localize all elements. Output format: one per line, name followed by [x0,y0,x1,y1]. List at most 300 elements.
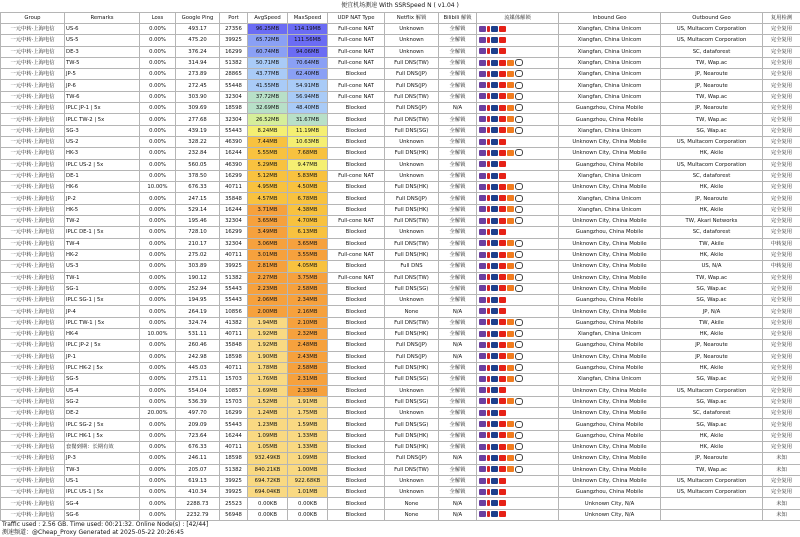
table-header-row [1,13,800,24]
cell-google-ping: 536.39 [176,396,220,407]
hbo-icon [479,71,486,77]
cell-bilibili: 全解锁 [439,487,477,498]
cell-maxspeed: 0.00KB [288,509,328,520]
crunchyroll-icon [507,466,514,472]
cell-maxspeed: 3.65MB [288,238,328,249]
cell-netflix: Full DNS(HK) [385,249,439,260]
streaming-unlock-cell [477,204,559,215]
chatgpt-icon [515,466,523,473]
cell-maxspeed: 56.94MB [288,91,328,102]
cell-group: 一元中转·上海电信 [1,46,65,57]
cell-maxspeed: 1.33MB [288,430,328,441]
chatgpt-icon [515,149,523,156]
cell-netflix: Unknown [385,475,439,486]
cell-avgspeed: 7.44MB [248,136,288,147]
cell-outbound-geo: JP, Nearoute [661,193,763,204]
cell-bilibili: 全解锁 [439,283,477,294]
cell-remarks: JP-2 [65,193,140,204]
cell-: 完全复用 [763,385,800,396]
netflix-icon [487,127,490,133]
cell-remarks: TW-2 [65,216,140,227]
cell-: 完全复用 [763,159,800,170]
cell-loss: 0.00% [140,125,176,136]
cell-remarks: SG-2 [65,396,140,407]
cell-port: 51382 [220,272,248,283]
cell-group: 一元中转·上海电信 [1,80,65,91]
cell-maxspeed: 922.68KB [288,475,328,486]
cell-inbound-geo: Xiangfan, China Unicom [559,91,661,102]
cell-avgspeed: 1.92MB [248,340,288,351]
disney-plus-icon [491,421,498,427]
column-header: Inbound Geo [559,13,661,24]
cell-maxspeed: 2.48MB [288,340,328,351]
cell-inbound-geo: Unknown City, China Mobile [559,408,661,419]
disney-plus-icon [491,319,498,325]
cell-google-ping: 264.19 [176,306,220,317]
disney-plus-icon [491,127,498,133]
cell-outbound-geo: JP, Nearoute [661,340,763,351]
cell-bilibili: N/A [439,509,477,520]
crunchyroll-icon [507,105,514,111]
cell-avgspeed: 50.71MB [248,57,288,68]
cell-group: 一元中转·上海电信 [1,238,65,249]
youtube-icon [499,93,506,99]
youtube-icon [499,489,506,495]
crunchyroll-icon [507,93,514,99]
table-row [1,283,800,294]
disney-plus-icon [491,511,498,517]
youtube-icon [499,82,506,88]
table-row [1,340,800,351]
chatgpt-icon [515,398,523,405]
cell-udp-nat-type: Blocked [328,125,385,136]
cell-remarks: US-5 [65,35,140,46]
cell-avgspeed: 37.72MB [248,91,288,102]
cell-udp-nat-type: Full-cone NAT [328,46,385,57]
cell-google-ping: 190.12 [176,272,220,283]
cell-: 完全复用 [763,80,800,91]
cell-outbound-geo: TW, Akari Networks [661,216,763,227]
youtube-icon [499,432,506,438]
cell-port: 40711 [220,362,248,373]
cell-port: 46390 [220,159,248,170]
cell-google-ping: 2288.73 [176,498,220,509]
cell-maxspeed: 4.50MB [288,182,328,193]
cell-maxspeed: 0.00KB [288,498,328,509]
cell-: 完全复用 [763,306,800,317]
hbo-icon [479,116,486,122]
cell-: 未知 [763,509,800,520]
cell-remarks: 套餐到期：长期有效 [65,441,140,452]
cell-google-ping: 195.46 [176,216,220,227]
cell-outbound-geo: TW, Wap.ac [661,114,763,125]
cell-udp-nat-type: Blocked [328,498,385,509]
hbo-icon [479,60,486,66]
disney-plus-icon [491,37,498,43]
cell-inbound-geo: Unknown City, China Mobile [559,441,661,452]
cell-avgspeed: 1.94MB [248,317,288,328]
cell-loss: 0.00% [140,317,176,328]
streaming-unlock-cell [477,475,559,486]
chatgpt-icon [515,82,523,89]
crunchyroll-icon [507,252,514,258]
netflix-icon [487,60,490,66]
cell-udp-nat-type: Blocked [328,351,385,362]
cell-maxspeed: 4.38MB [288,204,328,215]
hbo-icon [479,285,486,291]
cell-bilibili: 全解锁 [439,24,477,35]
crunchyroll-icon [507,365,514,371]
streaming-unlock-cell [477,24,559,35]
crunchyroll-icon [507,342,514,348]
hbo-icon [479,500,486,506]
youtube-icon [499,206,506,212]
netflix-icon [487,105,490,111]
cell-udp-nat-type: Full-cone NAT [328,249,385,260]
streaming-unlock-cell [477,385,559,396]
netflix-icon [487,376,490,382]
cell-port: 16244 [220,148,248,159]
cell-udp-nat-type: Blocked [328,385,385,396]
cell-port: 32304 [220,91,248,102]
cell-google-ping: 619.13 [176,475,220,486]
cell-port: 18598 [220,453,248,464]
cell-google-ping: 439.19 [176,125,220,136]
cell-google-ping: 475.20 [176,35,220,46]
cell-group: 一元中转·上海电信 [1,227,65,238]
cell-group: 一元中转·上海电信 [1,216,65,227]
cell-inbound-geo: Guangzhou, China Mobile [559,419,661,430]
crunchyroll-icon [507,218,514,224]
cell-port: 55443 [220,283,248,294]
youtube-icon [499,71,506,77]
cell-outbound-geo: JP, Nearoute [661,69,763,80]
cell-maxspeed: 2.16MB [288,306,328,317]
cell-google-ping: 210.17 [176,238,220,249]
streaming-unlock-cell [477,148,559,159]
column-header: Group [1,13,65,24]
cell-outbound-geo: JP, N/A [661,306,763,317]
streaming-unlock-cell [477,295,559,306]
streaming-unlock-cell [477,216,559,227]
cell-udp-nat-type: Blocked [328,69,385,80]
crunchyroll-icon [507,331,514,337]
cell-inbound-geo: Unknown City, China Mobile [559,182,661,193]
cell-bilibili: 全解锁 [439,385,477,396]
cell-: 完全复用 [763,430,800,441]
cell-outbound-geo: SG, Wap.ac [661,419,763,430]
cell-loss: 0.00% [140,238,176,249]
netflix-icon [487,432,490,438]
cell-loss: 0.00% [140,103,176,114]
youtube-icon [499,184,506,190]
table-row [1,170,800,181]
page-title: 便宜机场测速 With SSRSpeed N ( v1.04 ) [0,0,800,12]
cell-port: 46390 [220,136,248,147]
chatgpt-icon [515,330,523,337]
cell-outbound-geo: TW, Wap.ac [661,57,763,68]
youtube-icon [499,444,506,450]
disney-plus-icon [491,218,498,224]
cell-inbound-geo: Xiangfan, China Unicom [559,57,661,68]
cell-udp-nat-type: Blocked [328,182,385,193]
table-row [1,329,800,340]
table-row [1,487,800,498]
cell-bilibili: 全解锁 [439,317,477,328]
cell-maxspeed: 9.47MB [288,159,328,170]
cell-outbound-geo: SC, dataforest [661,46,763,57]
cell-bilibili: 全解锁 [439,35,477,46]
cell-port: 15703 [220,396,248,407]
streaming-unlock-cell [477,69,559,80]
cell-remarks: HK-6 [65,182,140,193]
cell-udp-nat-type: Blocked [328,362,385,373]
chatgpt-icon [515,70,523,77]
disney-plus-icon [491,263,498,269]
cell-netflix: Full DNS(TW) [385,114,439,125]
cell-: 完全复用 [763,170,800,181]
cell-bilibili: 全解锁 [439,249,477,260]
cell-loss: 0.00% [140,57,176,68]
cell-google-ping: 328.22 [176,136,220,147]
cell-netflix: Unknown [385,24,439,35]
cell-bilibili: 全解锁 [439,204,477,215]
cell-bilibili: 全解锁 [439,430,477,441]
streaming-unlock-cell [477,136,559,147]
cell-maxspeed: 62.40MB [288,69,328,80]
netflix-icon [487,500,490,506]
cell-inbound-geo: Guangzhou, China Mobile [559,114,661,125]
streaming-unlock-cell [477,441,559,452]
column-header: UDP NAT Type [328,13,385,24]
cell-loss: 0.00% [140,419,176,430]
cell-avgspeed: 2.00MB [248,306,288,317]
cell-avgspeed: 1.69MB [248,385,288,396]
cell-udp-nat-type: Blocked [328,136,385,147]
cell-google-ping: 324.74 [176,317,220,328]
table-row [1,408,800,419]
cell-inbound-geo: Guangzhou, China Mobile [559,340,661,351]
cell-avgspeed: 8.24MB [248,125,288,136]
cell-outbound-geo: HK, Akile [661,249,763,260]
cell-: 完全复用 [763,487,800,498]
cell-outbound-geo: HK, Akile [661,204,763,215]
cell-remarks: TW-4 [65,238,140,249]
cell-avgspeed: 5.12MB [248,170,288,181]
youtube-icon [499,139,506,145]
column-header: Remarks [65,13,140,24]
cell-google-ping: 232.84 [176,148,220,159]
cell-loss: 0.00% [140,306,176,317]
cell-avgspeed: 41.55MB [248,80,288,91]
cell-google-ping: 252.94 [176,283,220,294]
cell-loss: 0.00% [140,283,176,294]
cell-outbound-geo: TW, Wap.ac [661,272,763,283]
cell-group: 一元中转·上海电信 [1,453,65,464]
youtube-icon [499,150,506,156]
cell-remarks: IPLC HK-1 | 5x [65,430,140,441]
chatgpt-icon [515,443,523,450]
netflix-icon [487,398,490,404]
cell-port: 18598 [220,351,248,362]
cell-bilibili: 全解锁 [439,272,477,283]
cell-: 完全复用 [763,396,800,407]
cell-netflix: None [385,509,439,520]
disney-plus-icon [491,240,498,246]
cell-netflix: Full DNS(HK) [385,148,439,159]
cell-port: 39925 [220,487,248,498]
table-row [1,136,800,147]
cell-netflix: Full DNS(TW) [385,464,439,475]
crunchyroll-icon [507,421,514,427]
cell-loss: 0.00% [140,114,176,125]
cell-netflix: Unknown [385,35,439,46]
cell-port: 55443 [220,125,248,136]
cell-avgspeed: 1.23MB [248,419,288,430]
cell-group: 一元中转·上海电信 [1,408,65,419]
cell-maxspeed: 114.19MB [288,24,328,35]
hbo-icon [479,421,486,427]
cell-outbound-geo: US, N/A [661,261,763,272]
cell-udp-nat-type: Blocked [328,227,385,238]
disney-plus-icon [491,466,498,472]
cell-inbound-geo: Xiangfan, China Unicom [559,125,661,136]
cell-google-ping: 209.09 [176,419,220,430]
hbo-icon [479,444,486,450]
netflix-icon [487,82,490,88]
cell-netflix: Full DNS(JP) [385,103,439,114]
cell-inbound-geo: Xiangfan, China Unicom [559,24,661,35]
cell-port: 56948 [220,509,248,520]
disney-plus-icon [491,308,498,314]
youtube-icon [499,229,506,235]
cell-remarks: JP-5 [65,69,140,80]
cell-bilibili: 全解锁 [439,441,477,452]
cell-google-ping: 272.45 [176,80,220,91]
cell-: 完全复用 [763,419,800,430]
chatgpt-icon [515,104,523,111]
youtube-icon [499,116,506,122]
youtube-icon [499,285,506,291]
cell-inbound-geo: Guangzhou, China Mobile [559,317,661,328]
cell-inbound-geo: Xiangfan, China Unicom [559,204,661,215]
hbo-icon [479,297,486,303]
netflix-icon [487,285,490,291]
cell-netflix: Full DNS(SG) [385,374,439,385]
disney-plus-icon [491,173,498,179]
cell-avgspeed: 5.29MB [248,159,288,170]
youtube-icon [499,297,506,303]
cell-group: 一元中转·上海电信 [1,362,65,373]
cell-group: 一元中转·上海电信 [1,487,65,498]
cell-maxspeed: 4.70MB [288,216,328,227]
cell-port: 51382 [220,464,248,475]
cell-netflix: Unknown [385,159,439,170]
cell-google-ping: 560.05 [176,159,220,170]
cell-outbound-geo: SC, dataforest [661,227,763,238]
cell-outbound-geo: SG, Wap.ac [661,374,763,385]
table-row [1,272,800,283]
disney-plus-icon [491,398,498,404]
cell-outbound-geo: TW, Wap.ac [661,464,763,475]
cell-avgspeed: 2.06MB [248,295,288,306]
cell-loss: 0.00% [140,340,176,351]
cell-port: 32304 [220,216,248,227]
cell-: 完全复用 [763,475,800,486]
cell-: 完全复用 [763,374,800,385]
cell-outbound-geo: US, Multacom Corporation [661,35,763,46]
hbo-icon [479,511,486,517]
youtube-icon [499,127,506,133]
cell-udp-nat-type: Blocked [328,408,385,419]
youtube-icon [499,353,506,359]
cell-bilibili: 全解锁 [439,238,477,249]
cell-remarks: HK-5 [65,204,140,215]
hbo-icon [479,432,486,438]
streaming-unlock-cell [477,509,559,520]
cell-remarks: TW-3 [65,464,140,475]
table-row [1,159,800,170]
cell-group: 一元中转·上海电信 [1,317,65,328]
footer-traffic-line: Traffic used : 2.56 GB. Time used: 00:21:32. Online Node(s) : [42/44] [2,521,800,529]
cell-maxspeed: 2.31MB [288,374,328,385]
cell-: 完全复用 [763,193,800,204]
hbo-icon [479,398,486,404]
netflix-icon [487,218,490,224]
disney-plus-icon [491,161,498,167]
chatgpt-icon [515,195,523,202]
cell-port: 25523 [220,498,248,509]
hbo-icon [479,150,486,156]
chatgpt-icon [515,59,523,66]
hbo-icon [479,252,486,258]
cell-loss: 0.00% [140,91,176,102]
disney-plus-icon [491,478,498,484]
cell-outbound-geo: JP, Nearoute [661,103,763,114]
cell-maxspeed: 1.00MB [288,464,328,475]
crunchyroll-icon [507,206,514,212]
table-row [1,24,800,35]
cell-group: 一元中转·上海电信 [1,464,65,475]
cell-avgspeed: 2.23MB [248,283,288,294]
cell-: 完全复用 [763,125,800,136]
disney-plus-icon [491,274,498,280]
cell-maxspeed: 48.40MB [288,103,328,114]
cell-outbound-geo: US, Multacom Corporation [661,385,763,396]
cell-netflix: None [385,306,439,317]
cell-avgspeed: 2.27MB [248,272,288,283]
cell-google-ping: 260.46 [176,340,220,351]
youtube-icon [499,26,506,32]
crunchyroll-icon [507,195,514,201]
streaming-unlock-cell [477,329,559,340]
cell-port: 40711 [220,329,248,340]
cell-maxspeed: 1.09MB [288,453,328,464]
cell-: 完全复用 [763,103,800,114]
cell-remarks: JP-6 [65,80,140,91]
table-row [1,216,800,227]
cell-loss: 0.00% [140,272,176,283]
cell-udp-nat-type: Full-cone NAT [328,35,385,46]
cell-maxspeed: 11.19MB [288,125,328,136]
cell-port: 16244 [220,430,248,441]
cell-netflix: Full DNS [385,261,439,272]
cell-netflix: Full DNS(TW) [385,238,439,249]
cell-netflix: Full DNS(JP) [385,453,439,464]
cell-udp-nat-type: Blocked [328,475,385,486]
youtube-icon [499,365,506,371]
crunchyroll-icon [507,116,514,122]
